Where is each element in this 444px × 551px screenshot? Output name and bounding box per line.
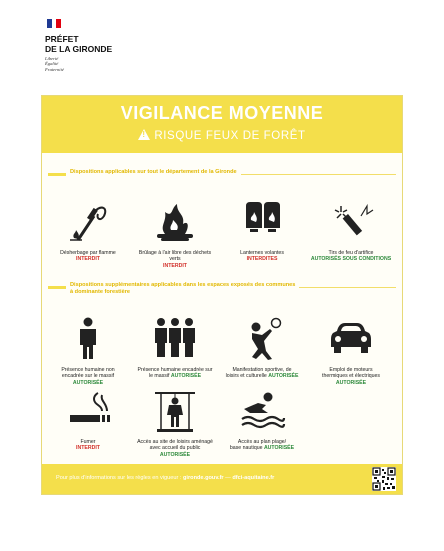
section2-heading-line2: à dominante forestière xyxy=(70,289,130,295)
smoking-icon xyxy=(64,389,112,433)
footer-sep: — xyxy=(223,475,233,481)
label-text: thermiques et électriques xyxy=(322,373,380,380)
label-text: Désherbage par flamme xyxy=(60,250,116,256)
item-label xyxy=(47,367,129,386)
prefecture-name xyxy=(45,35,112,54)
footer-text xyxy=(56,475,274,481)
vigilance-subtitle xyxy=(42,129,402,142)
section-line xyxy=(299,287,396,288)
status-badge: INTERDIT xyxy=(163,262,187,269)
label-text: Présence humaine encadrée sur xyxy=(137,367,213,373)
item-fireworks xyxy=(310,200,392,263)
item-burning-waste xyxy=(134,200,216,269)
item-lanterns xyxy=(221,200,303,263)
label-text: Manifestation sportive, de xyxy=(232,367,292,373)
item-label xyxy=(221,367,303,380)
status-badge: AUTORISÉE xyxy=(170,373,202,380)
section-bar xyxy=(48,173,66,176)
section2-heading-text xyxy=(70,282,295,296)
label-text: loisirs et culturelle xyxy=(225,373,267,380)
status-badge: AUTORISÉE xyxy=(335,379,367,386)
label-text: Tirs de feu d'artifice xyxy=(328,250,374,256)
label-text: Lanternes volantes xyxy=(240,250,284,256)
vigilance-title: VIGILANCE MOYENNE xyxy=(120,103,324,123)
section2-heading xyxy=(48,282,396,296)
label-text: le massif xyxy=(148,373,170,380)
status-badge: AUTORISÉE xyxy=(263,445,295,452)
swimmer-icon xyxy=(238,389,286,433)
label-text: Accès au site de loisirs aménagé xyxy=(137,439,213,445)
section-bar xyxy=(48,286,66,289)
group-icon xyxy=(151,317,199,361)
item-label xyxy=(221,439,303,452)
vigilance-banner xyxy=(42,96,402,153)
info-footer xyxy=(42,464,402,494)
item-label xyxy=(134,250,216,269)
fireworks-icon xyxy=(327,200,375,244)
subtitle-text: RISQUE FEUX DE FORÊT xyxy=(154,130,306,142)
status-badge: INTERDITES xyxy=(246,256,278,263)
item-group xyxy=(134,317,216,380)
item-label xyxy=(47,439,129,452)
item-person xyxy=(47,317,129,386)
republic-motto xyxy=(45,56,64,72)
item-label xyxy=(134,367,216,380)
car-icon xyxy=(327,317,375,361)
status-badge: AUTORISÉE xyxy=(268,373,299,380)
footer-link-gironde[interactable]: gironde.gouv.fr xyxy=(183,475,224,481)
label-text: Brûlage à l'air libre des déchets verts xyxy=(138,250,212,263)
item-label xyxy=(134,439,216,458)
item-label xyxy=(221,250,303,263)
status-badge: AUTORISÉS SOUS CONDITIONS xyxy=(310,256,392,263)
section1-heading xyxy=(48,169,396,176)
label-text: base nautique xyxy=(229,445,263,452)
vigilance-poster xyxy=(41,95,403,495)
item-flame-weeder xyxy=(47,200,129,263)
footer-link-dfci[interactable]: dfci-aquitaine.fr xyxy=(232,475,275,481)
burning-waste-icon xyxy=(151,200,199,244)
item-adventure-park xyxy=(134,389,216,458)
item-engines xyxy=(310,317,392,386)
person-icon xyxy=(64,317,112,361)
label-text: Fumer xyxy=(80,439,96,445)
status-badge: AUTORISÉE xyxy=(72,379,104,386)
marianne-flag-icon xyxy=(47,19,61,28)
pref-line1: PRÉFET xyxy=(45,34,79,44)
lanterns-icon xyxy=(238,200,286,244)
section-line xyxy=(241,174,396,175)
item-smoking xyxy=(47,389,129,452)
item-label xyxy=(47,250,129,263)
item-sport xyxy=(221,317,303,380)
label-text: encadrée sur le massif xyxy=(61,373,115,380)
status-badge: INTERDIT xyxy=(76,445,100,452)
label-text: Présence humaine non xyxy=(61,367,115,373)
motto-liberte: Liberté xyxy=(45,56,59,61)
section1-heading-text: Dispositions applicables sur tout le département de la Gironde xyxy=(70,169,237,175)
section2-heading-line1: Dispositions supplémentaires applicables dans les espaces exposés des communes xyxy=(70,282,296,288)
item-label xyxy=(310,367,392,386)
status-badge: INTERDIT xyxy=(76,256,100,263)
item-beach xyxy=(221,389,303,452)
item-label xyxy=(310,250,392,263)
warning-icon xyxy=(138,129,150,140)
pref-line2: DE LA GIRONDE xyxy=(45,43,113,54)
footer-pre: Pour plus d'informations sur les règles en vigueur : xyxy=(56,475,182,481)
motto-egalite: Égalité xyxy=(45,61,59,67)
qr-code-icon[interactable] xyxy=(372,467,396,491)
label-text: Emploi de moteurs xyxy=(329,367,373,373)
flame-weeder-icon xyxy=(64,200,112,244)
status-badge: AUTORISÉE xyxy=(159,451,191,458)
sport-icon xyxy=(238,317,286,361)
label-text: avec accueil du public xyxy=(149,445,201,452)
label-text: Accès au plan plage/ xyxy=(237,439,287,445)
motto-fraternite: Fraternité xyxy=(45,66,64,72)
adventure-park-icon xyxy=(151,389,199,433)
